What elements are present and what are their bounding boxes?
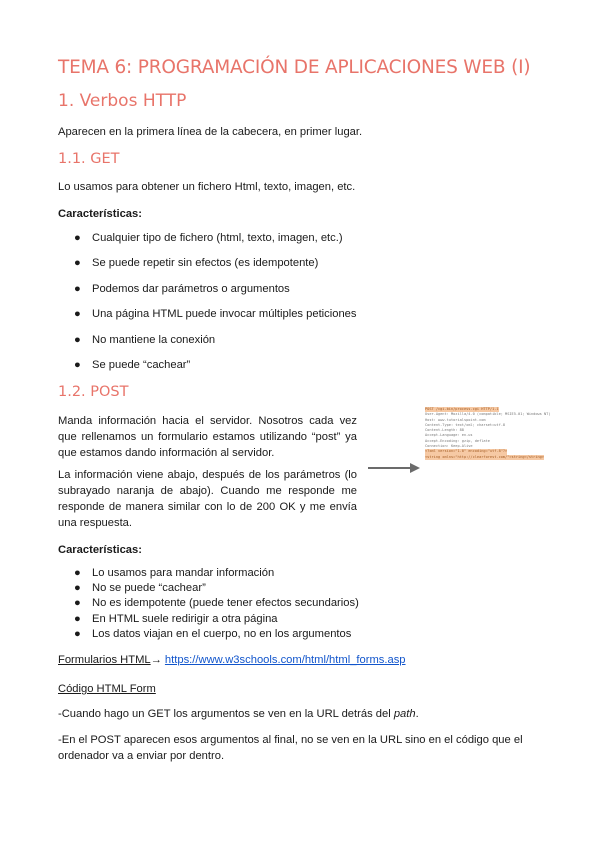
post-heading: 1.2. POST [58,384,129,400]
get-features-label: Características: [58,208,142,220]
list-item: ● Se puede repetir sin efectos (es idempotente) [74,257,319,270]
bullet-icon: ● [74,308,81,321]
list-item: ● En HTML suele redirigir a otra página [74,612,278,625]
post-features-list [74,566,359,642]
list-item: ● Podemos dar parámetros o argumentos [74,282,290,295]
bullet-icon: ● [74,627,81,640]
section-intro-paragraph: Aparecen en la primera línea de la cabecera, en primer lugar. [58,126,363,138]
get-features-list [74,231,357,383]
bullet-icon: ● [74,358,81,371]
w3schools-forms-link[interactable]: https://www.w3schools.com/html/html_forms.asp [164,654,406,666]
post-paragraph-2: La información viene abajo, después de los parámetros (lo subrayado naranja de abajo). Cuando me responde me responde de manera similar con lo de 200 OK y me envía una respuesta. [58,469,357,529]
http-body-line: <?xml version="1.0" encoding="utf-8"?> [425,449,508,454]
post-features-label: Características: [58,544,142,556]
bullet-icon: ● [74,612,81,625]
bullet-icon: ● [74,232,81,244]
bullet-icon: ● [74,257,81,270]
http-header-line: Accept-Encoding: gzip, deflate [425,438,490,443]
list-item: ● No es idempotente (puede tener efectos secundarios) [74,597,359,610]
list-item: ● Cualquier tipo de fichero (html, texto, imagen, etc.) [74,232,343,244]
bullet-icon: ● [74,282,81,295]
list-item: ● Se puede “cachear” [74,358,191,371]
forms-label: Formularios HTML [58,654,151,666]
arrow-right-icon [368,461,420,475]
arrow-icon: → [150,654,162,666]
http-post-example-image [422,405,572,491]
forms-link-line [58,654,406,666]
bullet-icon: ● [74,582,81,595]
bullet-icon: ● [74,567,81,579]
bullet-icon: ● [74,333,81,346]
post-paragraph-1: Manda información hacia el servidor. Nosotros cada vez que rellenamos un formulario estamos utilizando “post” ya que estamos dando información al servidor. [58,415,357,459]
code-html-form-link[interactable]: Código HTML Form [58,683,156,695]
http-header-line: Connection: Keep-Alive [425,444,473,449]
http-header-line: Host: www.tutorialspoint.com [425,417,486,422]
http-request-line: POST /cgi-bin/process.cgi HTTP/1.1 [425,407,499,411]
list-item: ● No se puede “cachear” [74,582,206,595]
section-heading-http-verbs: 1. Verbos HTTP [58,91,187,111]
get-intro-paragraph: Lo usamos para obtener un fichero Html, texto, imagen, etc. [58,181,356,193]
list-item: ● Los datos viajan en el cuerpo, no en los argumentos [74,627,352,640]
http-header-line: Content-Type: text/xml; charset=utf-8 [425,422,506,427]
http-header-line: Accept-Language: en-us [425,433,473,438]
document-title: TEMA 6: PROGRAMACIÓN DE APLICACIONES WEB (I) [58,57,531,78]
http-header-line: Content-Length: 88 [425,428,464,433]
http-body-line: <string xmlns="http://clearforest.com/">string</string> [425,454,544,459]
list-item: ● Lo usamos para mandar información [74,567,275,579]
bullet-icon: ● [74,597,81,610]
get-heading: 1.1. GET [58,151,120,167]
get-note-paragraph: -Cuando hago un GET los argumentos se ven en la URL detrás del path. [58,708,419,720]
post-note-paragraph: -En el POST aparecen esos argumentos al final, no se ven en la URL sino en el código que el ordenador va a enviar por dentro. [58,734,523,762]
list-item: ● No mantiene la conexión [74,333,216,346]
http-header-line: User-Agent: Mozilla/4.0 (compatible; MSIE5.01; Windows NT) [425,412,551,417]
list-item: ● Una página HTML puede invocar múltiples peticiones [74,308,357,321]
